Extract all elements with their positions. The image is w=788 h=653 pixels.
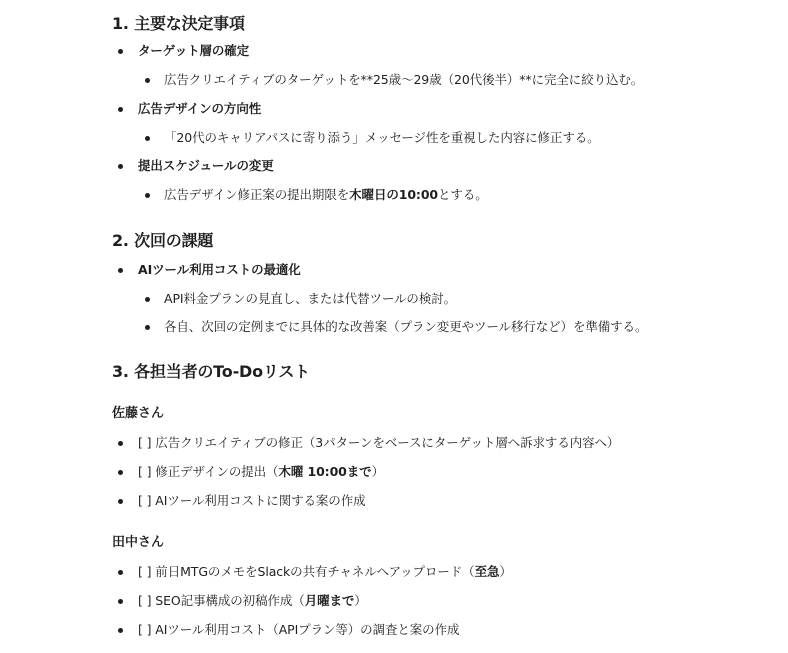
decision-target-detail: 広告クリエイティブのターゲットを**25歳〜29歳（20代後半）**に完全に絞り込む。 (164, 72, 644, 87)
person-tanaka-name: 田中さん (112, 535, 165, 550)
decision-design-detail: 「20代のキャリアパスに寄り添う」メッセージ性を重視した内容に修正する。 (164, 130, 600, 145)
todo-text-after: ） (354, 593, 367, 608)
schedule-detail-post: とする。 (438, 187, 488, 202)
todo-tanaka-2[interactable] (138, 592, 367, 610)
todo-sato-3[interactable] (138, 492, 366, 510)
decision-schedule-detail (164, 186, 488, 204)
bullet-icon (118, 268, 123, 273)
bullet-icon (118, 628, 123, 633)
bullet-icon (118, 570, 123, 575)
bullet-icon (145, 193, 150, 198)
section-heading-next-issues: 2. 次回の課題 (112, 231, 214, 250)
todo-text: [ ] 前日MTGのメモをSlackの共有チャネルへアップロード（ (138, 564, 475, 579)
bullet-icon (145, 136, 150, 141)
bullet-icon (118, 49, 123, 54)
section-heading-todo: 3. 各担当者のTo-Doリスト (112, 362, 310, 381)
todo-text: [ ] AIツール利用コストに関する案の作成 (138, 493, 366, 508)
decision-target-title: ターゲット層の確定 (138, 43, 250, 58)
todo-text: [ ] 広告クリエイティブの修正（3パターンをベースにターゲット層へ訴求する内容へ） (138, 435, 620, 450)
schedule-detail-pre: 広告デザイン修正案の提出期限を (164, 187, 350, 202)
bullet-icon (118, 499, 123, 504)
todo-urgency: 至急 (474, 564, 500, 579)
todo-text: [ ] SEO記事構成の初稿作成（ (138, 593, 305, 608)
todo-text: [ ] AIツール利用コスト（APIプラン等）の調査と案の作成 (138, 622, 460, 637)
bullet-icon (145, 78, 150, 83)
todo-text-after: ） (499, 564, 512, 579)
todo-tanaka-3[interactable] (138, 621, 459, 639)
todo-tanaka-1[interactable] (138, 563, 512, 581)
decision-schedule-title: 提出スケジュールの変更 (138, 158, 274, 173)
person-sato-name: 佐藤さん (112, 406, 165, 421)
bullet-icon (118, 599, 123, 604)
todo-deadline: 月曜まで (304, 593, 355, 608)
bullet-icon (145, 297, 150, 302)
issue-ai-cost-detail-1: API料金プランの見直し、または代替ツールの検討。 (164, 291, 457, 306)
section-heading-decisions: 1. 主要な決定事項 (112, 14, 245, 33)
todo-sato-2[interactable] (138, 463, 384, 481)
bullet-icon (118, 470, 123, 475)
bullet-icon (118, 441, 123, 446)
decision-design-title: 広告デザインの方向性 (138, 101, 262, 116)
todo-text: [ ] 修正デザインの提出（ (138, 464, 279, 479)
issue-ai-cost-title: AIツール利用コストの最適化 (138, 262, 301, 277)
bullet-icon (145, 325, 150, 330)
issue-ai-cost-detail-2: 各自、次回の定例までに具体的な改善案（プラン変更やツール移行など）を準備する。 (164, 319, 648, 334)
todo-deadline: 木曜 10:00まで (278, 464, 372, 479)
schedule-deadline: 木曜日の10:00 (349, 187, 439, 202)
todo-sato-1[interactable] (138, 434, 619, 452)
todo-text-after: ） (371, 464, 384, 479)
bullet-icon (118, 164, 123, 169)
bullet-icon (118, 107, 123, 112)
